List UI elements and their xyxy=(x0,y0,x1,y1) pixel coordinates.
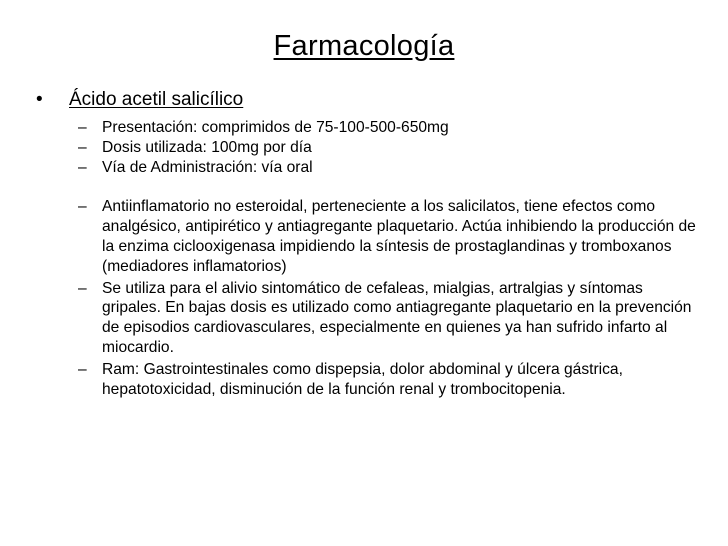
detail-text: Dosis utilizada: 100mg por día xyxy=(102,138,312,156)
detail-item xyxy=(36,138,696,158)
detail-text: Presentación: comprimidos de 75-100-500-650mg xyxy=(102,119,449,136)
paragraphs-list xyxy=(36,197,696,399)
spacer xyxy=(36,177,696,197)
dash-icon: – xyxy=(78,279,87,297)
dash-icon: – xyxy=(78,138,87,156)
paragraph-item xyxy=(36,279,696,358)
bullet-dot-icon: • xyxy=(36,89,43,110)
details-list xyxy=(36,118,696,177)
detail-item xyxy=(36,158,696,178)
paragraph-item xyxy=(36,197,696,276)
slide-content xyxy=(36,88,696,399)
detail-text: Vía de Administración: vía oral xyxy=(102,158,313,176)
paragraph-item xyxy=(36,360,696,400)
paragraph-text: Antiinflamatorio no esteroidal, perteneciente a los salicilatos, tiene efectos como analgésico, antipirético y antiagregante plaquetario. Actúa inhibiendo la producción de la enzima ciclooxigenasa impidiendo la síntesis de prostaglandinas y tromboxanos (mediadores inflamatorios) xyxy=(102,198,696,275)
dash-icon: – xyxy=(78,360,87,378)
dash-icon: – xyxy=(78,119,87,136)
dash-icon: – xyxy=(78,198,87,216)
main-bullet-label: Ácido acetil salicílico xyxy=(69,89,244,110)
paragraph-text: Se utiliza para el alivio sintomático de cefaleas, mialgias, artralgias y síntomas gripales. En bajas dosis es utilizado como antiagregante plaquetario en la prevención de episodios cardiovasculares, especialmente en quienes ya han sufrido infarto al miocardio. xyxy=(102,279,692,356)
detail-item xyxy=(36,118,696,138)
slide-title: Farmacología xyxy=(273,30,455,62)
main-bullet xyxy=(36,88,696,112)
paragraph-text: Ram: Gastrointestinales como dispepsia, dolor abdominal y úlcera gástrica, hepatotoxicidad, disminución de la función renal y trombocitopenia. xyxy=(102,360,623,398)
dash-icon: – xyxy=(78,158,87,176)
